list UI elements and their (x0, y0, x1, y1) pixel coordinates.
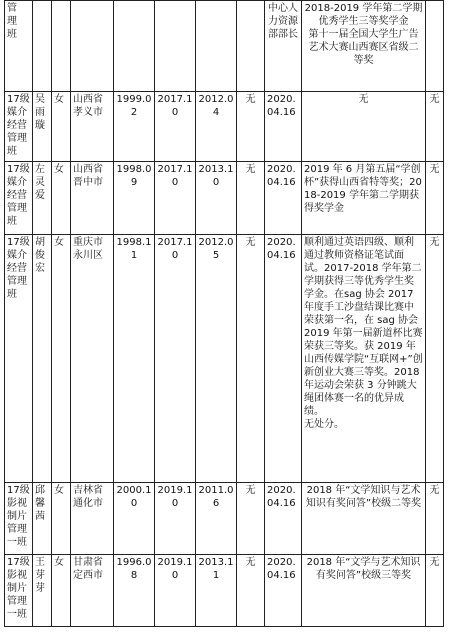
enroll-cell: 2019.10 (155, 483, 196, 555)
name-cell: 邱馨茜 (33, 483, 52, 555)
major-cell: 管理班 (5, 1, 33, 92)
position-cell: 无 (237, 162, 265, 235)
remark-cell: 无 (426, 483, 444, 555)
table-row (5, 92, 444, 162)
birth-cell: 1998.09 (114, 162, 155, 235)
table-row (5, 555, 444, 627)
date-cell: 2020.04.16 (265, 92, 302, 162)
date-cell: 2020.04.16 (265, 483, 302, 555)
join-cell: 2012.05 (196, 235, 237, 483)
origin-cell: 重庆市永川区 (71, 235, 114, 483)
origin-cell: 山西省晋中市 (71, 162, 114, 235)
birth-cell: 1998.11 (114, 235, 155, 483)
name-cell: 胡俊宏 (33, 235, 52, 483)
remark-cell: 无 (426, 162, 444, 235)
table-row (5, 235, 444, 483)
join-cell: 2013.11 (196, 555, 237, 627)
date-cell: 2020.04.16 (265, 235, 302, 483)
enroll-cell: 2019.10 (155, 555, 196, 627)
major-cell: 17级媒介经营管理班 (5, 235, 33, 483)
remark-cell: 无 (426, 235, 444, 483)
enroll-cell: 2017.10 (155, 92, 196, 162)
name-cell: 吴雨璇 (33, 92, 52, 162)
gender-cell: 女 (52, 235, 71, 483)
gender-cell: 女 (52, 483, 71, 555)
major-cell: 17级影视制片管理一班 (5, 555, 33, 627)
date-cell: 2020.04.16 (265, 162, 302, 235)
honors-cell: 2018 年“文学与艺术知识有奖问答”校级三等奖 (302, 555, 426, 627)
position-cell: 无 (237, 555, 265, 627)
date-cell: 2020.04.16 (265, 555, 302, 627)
honors-cell: 2019 年 6 月第五届“学创杯”获得山西省特等奖；2018-2019 学年第二学期获得奖学金 (302, 162, 426, 235)
origin-cell: 吉林省通化市 (71, 483, 114, 555)
position-cell: 无 (237, 235, 265, 483)
position-cell: 无 (237, 92, 265, 162)
major-cell: 17级影视制片管理一班 (5, 483, 33, 555)
position-cell: 无 (237, 483, 265, 555)
major-cell: 17级媒介经营管理班 (5, 92, 33, 162)
honors-cell: 2018 年“文学知识与艺术知识有奖问答”校级二等奖 (302, 483, 426, 555)
birth-cell: 1996.08 (114, 555, 155, 627)
major-cell: 17级媒介经营管理班 (5, 162, 33, 235)
name-cell: 王芽芽 (33, 555, 52, 627)
enroll-cell: 2017.10 (155, 235, 196, 483)
honors-cell: 顺利通过英语四级、顺利通过教师资格证笔试面试。2017-2018 学年第二学期获得三等优秀学生奖学金。在sag 协会 2017 年度手工沙盘结课比赛中荣获第一名，在 sag 协会 2019 年第一届新道杯比赛荣获三等奖。获 2019 年山西传媒学院“互联网+”创新创业大赛三等奖。2018 年运动会荣获 3 分钟跳大绳团体赛一名的优异成绩。 无处分。 (302, 235, 426, 483)
gender-cell: 女 (52, 92, 71, 162)
table-row (5, 1, 444, 92)
join-cell: 2013.10 (196, 162, 237, 235)
table-row (5, 483, 444, 555)
birth-cell: 1999.02 (114, 92, 155, 162)
origin-cell: 山西省孝义市 (71, 92, 114, 162)
join-cell: 2012.04 (196, 92, 237, 162)
remark-cell: 无 (426, 555, 444, 627)
student-info-table (4, 0, 444, 627)
enroll-cell: 2017.10 (155, 162, 196, 235)
honors-cell: 无 (302, 92, 426, 162)
table-row (5, 162, 444, 235)
join-cell: 2011.06 (196, 483, 237, 555)
origin-cell: 甘肃省定西市 (71, 555, 114, 627)
birth-cell: 2000.10 (114, 483, 155, 555)
gender-cell: 女 (52, 555, 71, 627)
honors-cell: 2018-2019 学年第二学期优秀学生三等奖学金 第十一届全国大学生广告艺术大赛山西赛区省级二等奖 (302, 1, 426, 92)
name-cell: 左灵爱 (33, 162, 52, 235)
gender-cell: 女 (52, 162, 71, 235)
remark-cell: 无 (426, 92, 444, 162)
position-cell: 中心人力资源部部长 (265, 1, 302, 92)
